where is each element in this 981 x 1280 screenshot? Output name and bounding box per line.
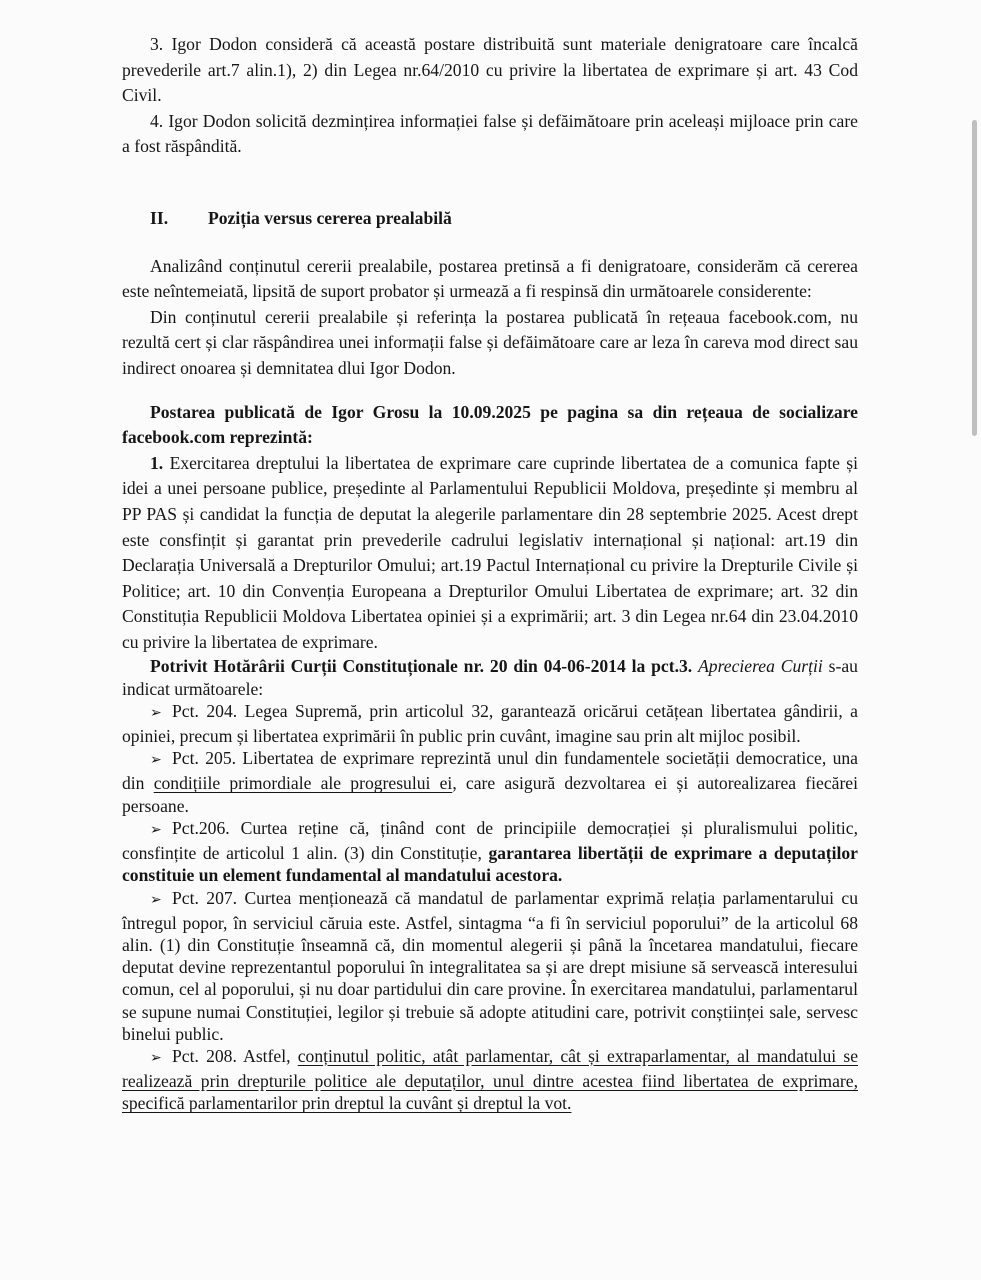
arrow-bullet-icon: ➢ <box>150 705 162 721</box>
list-item-number: 4. <box>150 110 164 131</box>
section-number: II. <box>150 207 169 228</box>
list-item-3 <box>122 32 858 109</box>
post-item-1 <box>122 451 858 656</box>
list-item-number: 1. <box>150 452 164 473</box>
arrow-bullet-icon: ➢ <box>150 1050 162 1066</box>
court-assessment-title: Aprecierea Curții <box>698 656 823 677</box>
list-item-4 <box>122 109 858 160</box>
list-item-number: 3. <box>150 34 164 54</box>
list-item-text: Igor Dodon consideră că această postare distribuită sunt materiale denigratoare care încalcă prevederile art.7 alin.1), 2) din Legea nr.64/2010 cu privire la libertatea de exprimare și art. 43 Cod Civil. <box>122 34 858 106</box>
bullet-pct-205: ➢ Pct. 205. Libertatea de exprimare reprezintă unul din fundamentele societății democratice, una din condițiile primordiale ale progresului ei, care asigură dezvoltarea ei și autorealizarea fiecărei persoane. <box>122 748 858 816</box>
bullet-pct-204: ➢ Pct. 204. Legea Supremă, prin articolul 32, garantează oricărui cetățean libertatea gândirii, a opiniei, precum și libertatea exprimării în public prin cuvânt, imagine sau prin alt mijloc posibil. <box>122 700 858 747</box>
section-heading <box>122 206 858 232</box>
post-heading: Postarea publicată de Igor Grosu la 10.09.2025 pe pagina sa din rețeaua de socializare facebook.com reprezintă: <box>122 401 858 448</box>
bullet-pct-206: ➢ Pct.206. Curtea reține că, ținând cont de principiile democrației și pluralismului politic, consfințite de articolul 1 alin. (3) din Constituție, garantarea libertății de exprimare a deputaților constituie un element fundamental al mandatului acestora. <box>122 817 858 886</box>
analysis-paragraph: Analizând conținutul cererii prealabile, postarea pretinsă a fi denigratoare, considerăm că cererea este neîntemeiată, lipsită de suport probator și urmează a fi respinsă din următoarele considerente: <box>122 255 858 302</box>
bullet-pct-207: ➢ Pct. 207. Curtea menționează că mandatul de parlamentar exprimă relația parlamentarului cu întregul popor, în serviciul căruia este. Astfel, sintagma “a fi în serviciul poporului” de la articolul 68 alin. (1) din Constituție înseamnă că, din momentul alegerii și până la încetarea mandatului, fiecare deputat devine reprezentantul poporului în integralitatea sa și are drept misiune să servească interesului comun, cel al poporului, și nu doar partidului din care provine. În exercitarea mandatului, parlamentarul se supune numai Constituției, legilor și trebuie să adopte atitudini care, potrivit conștiinței sale, servesc binelui public. <box>122 887 858 1044</box>
court-decision-reference: Potrivit Hotărârii Curții Constituționale nr. 20 din 04-06-2014 la pct.3 <box>150 656 688 677</box>
list-item-text: Igor Dodon solicită dezmințirea informației false și defăimătoare prin aceleași mijloace prin care a fost răspândită. <box>122 110 858 157</box>
analysis-paragraph: Din conținutul cererii prealabile și referința la postarea publicată în rețeaua facebook.com, nu rezultă cert și clar răspândirea unei informații false și defăimătoare care ar leza în careva mod direct sau indirect onoarea și demnitatea dlui Igor Dodon. <box>122 306 858 378</box>
arrow-bullet-icon: ➢ <box>150 822 162 838</box>
bullet-pct-208: ➢ Pct. 208. Astfel, conținutul politic, atât parlamentar, cât și extraparlamentar, al mandatului se realizează prin drepturile politice ale deputaților, unul dintre acestea fiind libertatea de exprimare, specifică parlamentarilor prin dreptul la cuvânt și dreptul la vot. <box>122 1045 859 1114</box>
arrow-bullet-icon: ➢ <box>150 892 162 908</box>
arrow-bullet-icon: ➢ <box>150 753 162 769</box>
court-decision-lead: Potrivit Hotărârii Curții Constituționale nr. 20 din 04-06-2014 la pct.3. Aprecierea Curții s-au indicat următoarele: <box>122 656 858 699</box>
scrollbar[interactable] <box>972 120 977 436</box>
document-page <box>122 32 858 1115</box>
section-title: Poziția versus cererea prealabilă <box>208 207 452 228</box>
list-item-text: Exercitarea dreptului la libertatea de exprimare care cuprinde libertatea de a comunica fapte și idei a unei persoane publice, președinte al Parlamentului Republicii Moldova, președinte și membru al PP PAS și candidat la funcția de deputat la alegerile parlamentare din 28 septembrie 2025. Acest drept este consfințit și garantat prin prevederile cadrului legislativ internațional și național: art.19 din Declarația Universală a Drepturilor Omului; art.19 Pactul Internațional cu privire la Drepturile Civile și Politice; art. 10 din Convenția Europeana a Drepturilor Omului Libertatea de exprimare; art. 32 din Constituția Republicii Moldova Libertatea opiniei și a exprimării; art. 3 din Legea nr.64 din 23.04.2010 cu privire la libertatea de exprimare. <box>122 452 858 652</box>
